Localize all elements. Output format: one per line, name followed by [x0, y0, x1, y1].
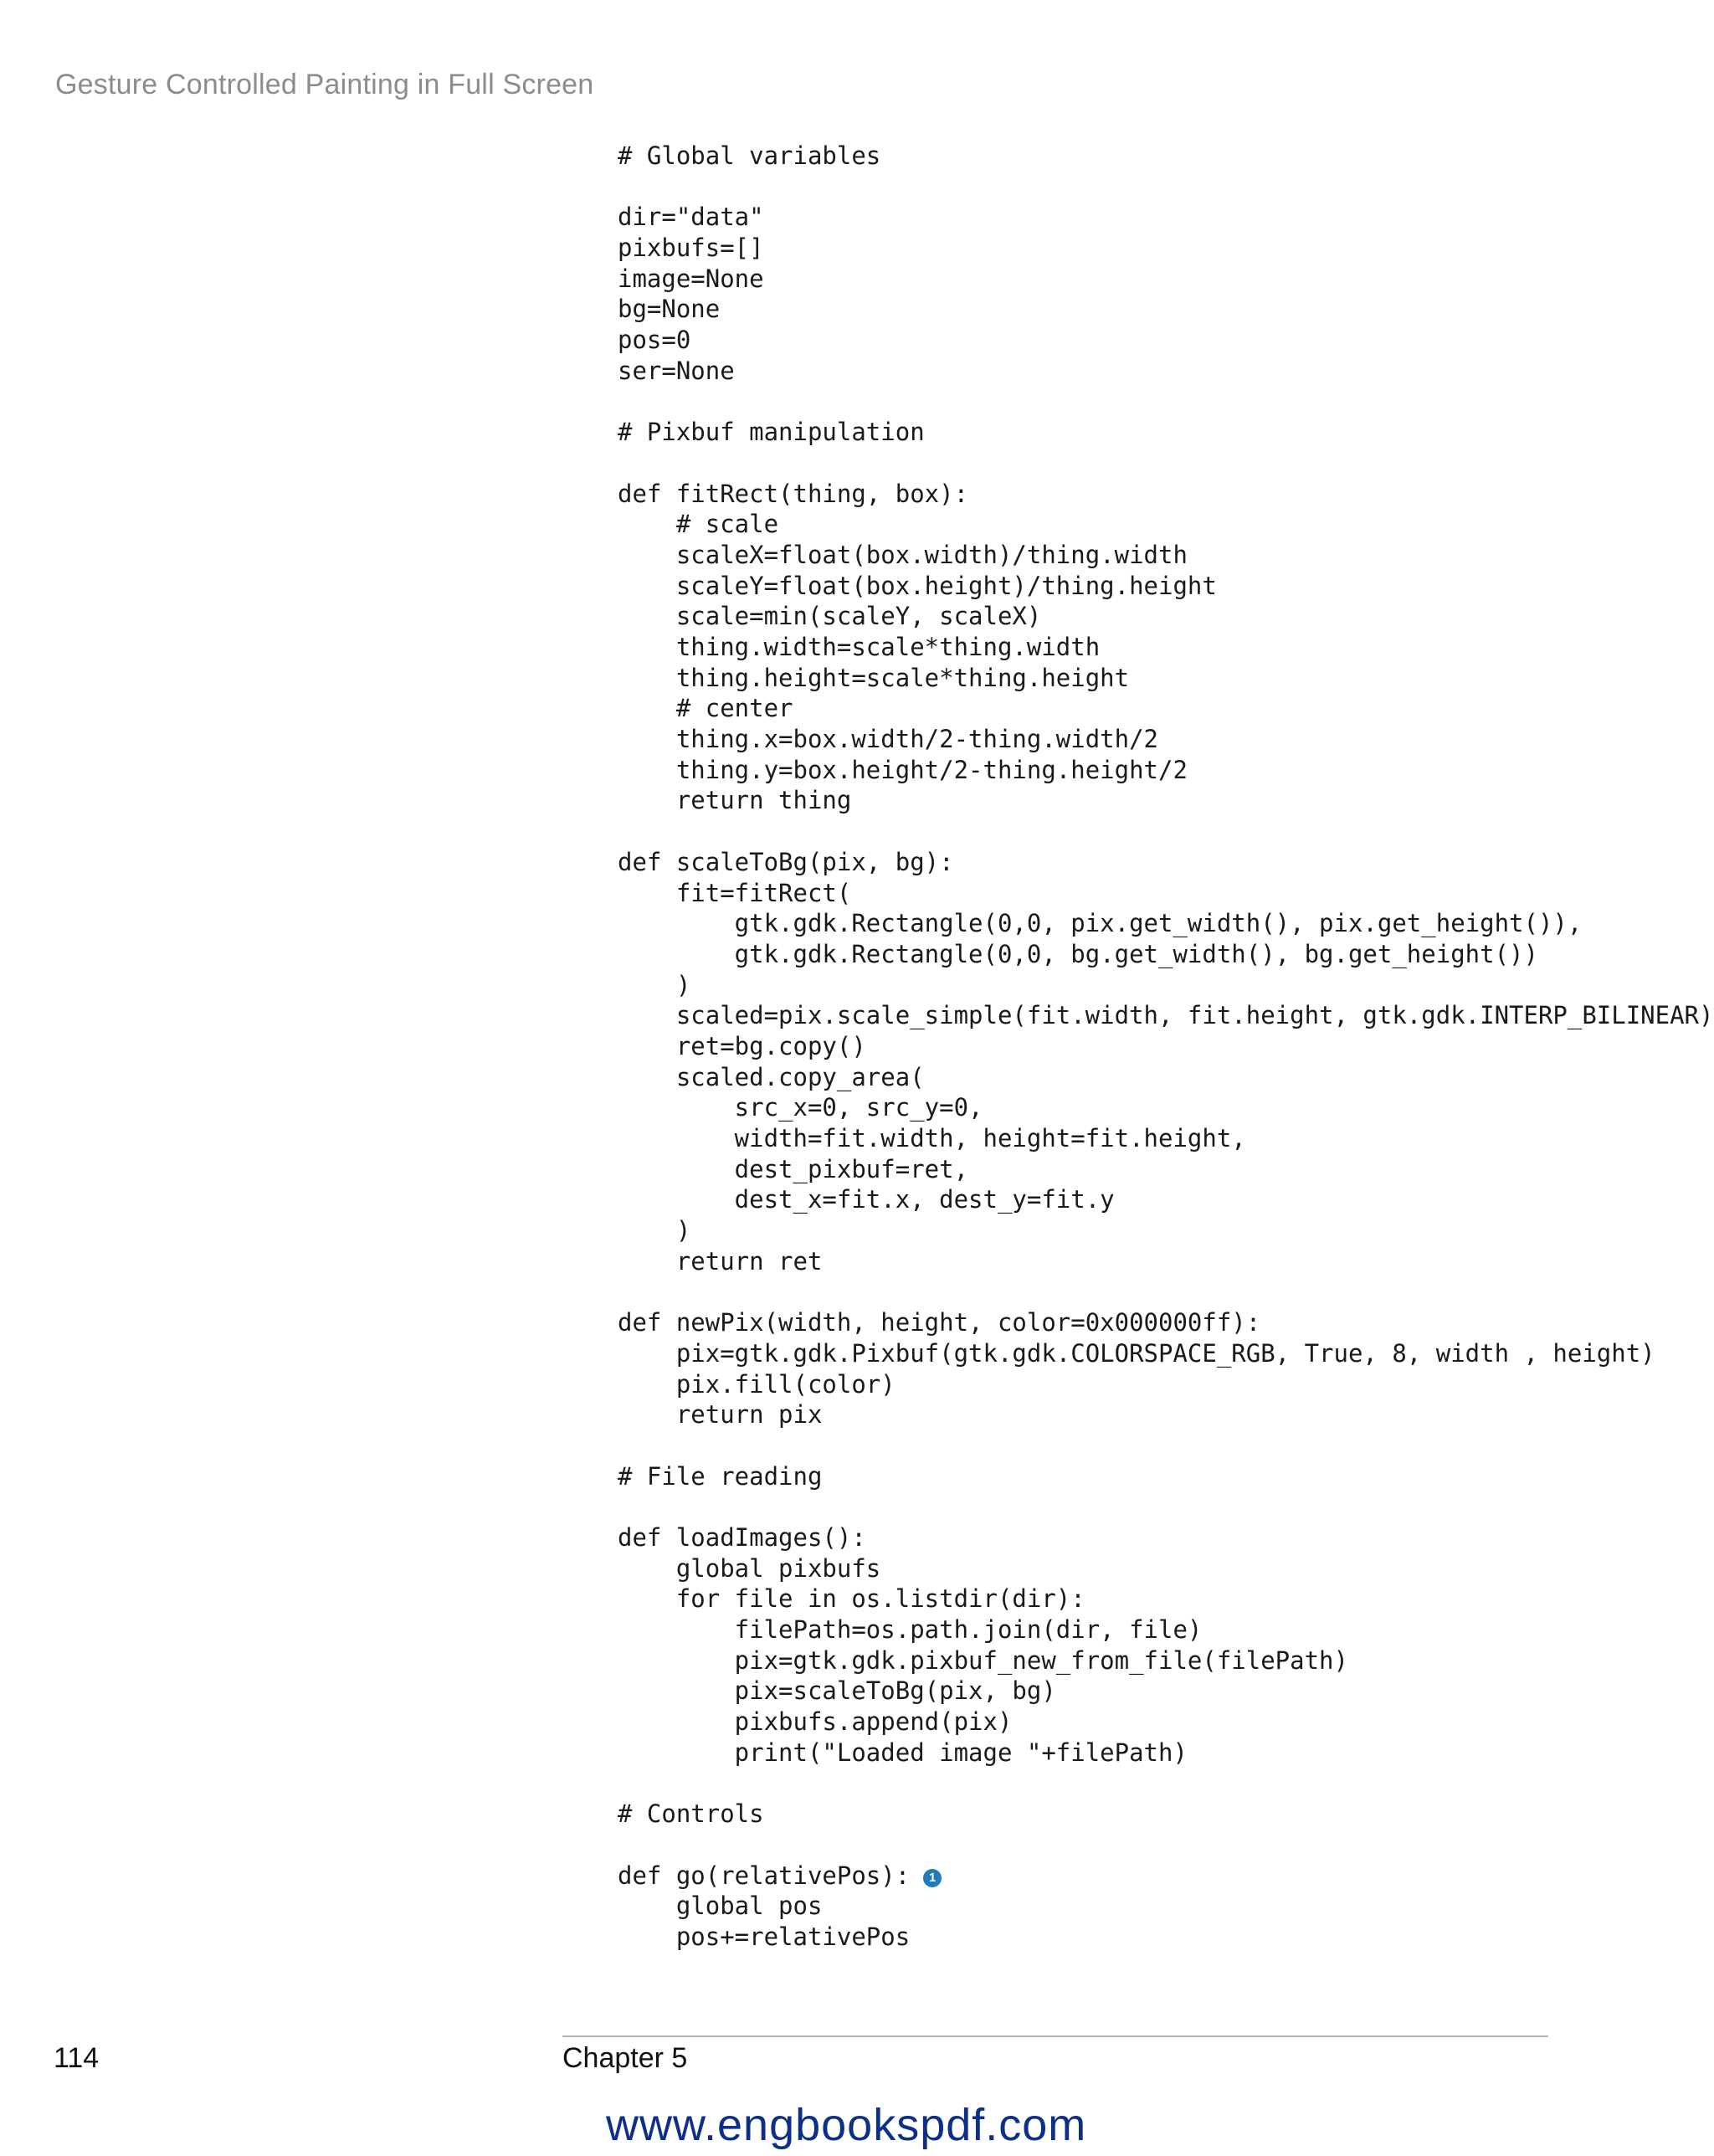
code-line [618, 878, 1655, 909]
code-line [618, 356, 1655, 387]
code-line [618, 693, 1655, 724]
code-line [618, 1307, 1655, 1338]
code-line-text: # center [618, 694, 793, 723]
code-line-text: pix=gtk.gdk.pixbuf_new_from_file(filePath) [618, 1645, 1348, 1675]
code-line [618, 939, 1655, 970]
code-line-text: # scale [618, 510, 779, 539]
code-line [618, 1154, 1655, 1185]
code-line-text: pos+=relativePos [618, 1922, 911, 1951]
code-line-text: # File reading [618, 1461, 823, 1491]
code-line-text: pixbufs=[] [618, 234, 764, 263]
code-line [618, 479, 1655, 510]
code-line [618, 663, 1655, 694]
code-line [618, 1338, 1655, 1369]
code-line [618, 1922, 1655, 1953]
code-line [618, 1430, 1655, 1461]
code-line-text: return pix [618, 1400, 823, 1430]
code-line-text: scaleX=float(box.width)/thing.width [618, 540, 1188, 569]
code-line [618, 1399, 1655, 1430]
code-line [618, 1184, 1655, 1215]
code-line-text: def fitRect(thing, box): [618, 479, 969, 508]
code-line-text: width=fit.width, height=fit.height, [618, 1124, 1246, 1152]
code-line [618, 1031, 1655, 1062]
code-line-text: thing.x=box.width/2-thing.width/2 [618, 725, 1159, 754]
code-line [618, 1768, 1655, 1799]
code-line [618, 1215, 1655, 1246]
code-line [618, 264, 1655, 295]
code-listing [618, 141, 1714, 1953]
code-line [618, 1738, 1655, 1768]
code-line [618, 1891, 1655, 1922]
code-line [618, 1000, 1714, 1031]
code-line [618, 1062, 1655, 1093]
code-line-text: def go(relativePos): [618, 1861, 911, 1890]
code-line-text: ) [618, 1216, 691, 1245]
code-line [618, 141, 1655, 172]
code-line-text: ser=None [618, 356, 735, 385]
code-line-text: dest_x=fit.x, dest_y=fit.y [618, 1185, 1115, 1214]
code-line [618, 785, 1655, 816]
code-line [618, 448, 1655, 479]
code-line [618, 601, 1655, 632]
code-line-text: fit=fitRect( [618, 878, 852, 907]
code-line [618, 1676, 1655, 1707]
code-line [618, 509, 1655, 540]
code-line [618, 233, 1655, 264]
code-line [618, 387, 1655, 418]
code-line-text: dir="data" [618, 203, 764, 232]
code-line-text: scaleY=float(box.height)/thing.height [618, 571, 1217, 600]
code-line [618, 1707, 1655, 1738]
code-line-text: for file in os.listdir(dir): [618, 1584, 1085, 1614]
code-line-text: return ret [618, 1246, 823, 1276]
code-line [618, 202, 1655, 233]
code-line-text: filePath=os.path.join(dir, file) [618, 1615, 1203, 1644]
page-number: 114 [54, 2042, 100, 2074]
code-line [618, 540, 1655, 571]
code-line-text: bg=None [618, 295, 721, 324]
code-line [618, 1123, 1655, 1154]
code-line-text: ) [618, 970, 691, 999]
code-line [618, 1369, 1655, 1400]
code-line [618, 1491, 1655, 1522]
code-line [618, 294, 1655, 325]
code-line-text: # Global variables [618, 141, 881, 170]
code-line [618, 172, 1655, 203]
code-line-text: scaled.copy_area( [618, 1062, 925, 1091]
code-line [618, 816, 1655, 847]
code-line-text: ret=bg.copy() [618, 1031, 866, 1060]
code-line [618, 1584, 1655, 1614]
code-line [618, 417, 1655, 448]
code-line-text: print("Loaded image "+filePath) [618, 1738, 1188, 1767]
code-line [618, 1276, 1655, 1307]
code-line-text: gtk.gdk.Rectangle(0,0, bg.get_width(), bg.get_height()) [618, 939, 1538, 968]
code-line [618, 1553, 1655, 1584]
code-line-text: def newPix(width, height, color=0x000000ff): [618, 1308, 1261, 1337]
code-line-text: global pos [618, 1892, 823, 1921]
code-line [618, 755, 1655, 786]
code-line [618, 1522, 1655, 1553]
code-line [618, 1461, 1655, 1492]
code-line [618, 571, 1655, 602]
code-line-text: thing.width=scale*thing.width [618, 633, 1101, 661]
code-line-text: src_x=0, src_y=0, [618, 1093, 983, 1122]
code-line-text: pix=gtk.gdk.Pixbuf(gtk.gdk.COLORSPACE_RGB, True, 8, width , height) [618, 1338, 1655, 1368]
code-line [618, 847, 1655, 878]
code-line-text: # Controls [618, 1799, 764, 1829]
code-line-text: def scaleToBg(pix, bg): [618, 847, 954, 876]
code-line [618, 1830, 1655, 1861]
code-line-text: image=None [618, 264, 764, 293]
footer-divider [562, 2035, 1548, 2037]
code-line-text: thing.y=box.height/2-thing.height/2 [618, 755, 1188, 784]
code-line-text: # Pixbuf manipulation [618, 418, 925, 447]
code-line [618, 1246, 1655, 1277]
code-line [618, 908, 1655, 939]
chapter-label: Chapter 5 [562, 2042, 688, 2074]
code-line-text: dest_pixbuf=ret, [618, 1154, 969, 1183]
code-line-text: global pixbufs [618, 1553, 881, 1583]
code-line-text: pixbufs.append(pix) [618, 1707, 1013, 1737]
code-line-text: pos=0 [618, 326, 691, 355]
code-line-text: thing.height=scale*thing.height [618, 663, 1130, 692]
code-line [618, 632, 1655, 663]
running-head-title: Gesture Controlled Painting in Full Screen [55, 69, 594, 100]
code-line [618, 970, 1655, 1001]
code-line [618, 724, 1655, 755]
code-line [618, 1092, 1655, 1123]
code-line [618, 1861, 1655, 1892]
code-line [618, 325, 1655, 356]
code-line-text: scaled=pix.scale_simple(fit.width, fit.height, gtk.gdk.INTERP_BILINEAR) [618, 1001, 1714, 1030]
code-line-text: def loadImages(): [618, 1522, 866, 1552]
watermark-url: www.engbookspdf.com [606, 2100, 1087, 2150]
code-line-text: scale=min(scaleY, scaleX) [618, 602, 1042, 631]
code-line [618, 1614, 1655, 1645]
code-line-text: pix.fill(color) [618, 1369, 895, 1399]
code-line [618, 1645, 1655, 1676]
code-line-text: pix=scaleToBg(pix, bg) [618, 1676, 1056, 1706]
code-line [618, 1799, 1655, 1830]
code-line-text: gtk.gdk.Rectangle(0,0, pix.get_width(), pix.get_height()), [618, 909, 1583, 938]
callout-marker: 1 [923, 1869, 942, 1887]
code-line-text: return thing [618, 786, 852, 815]
